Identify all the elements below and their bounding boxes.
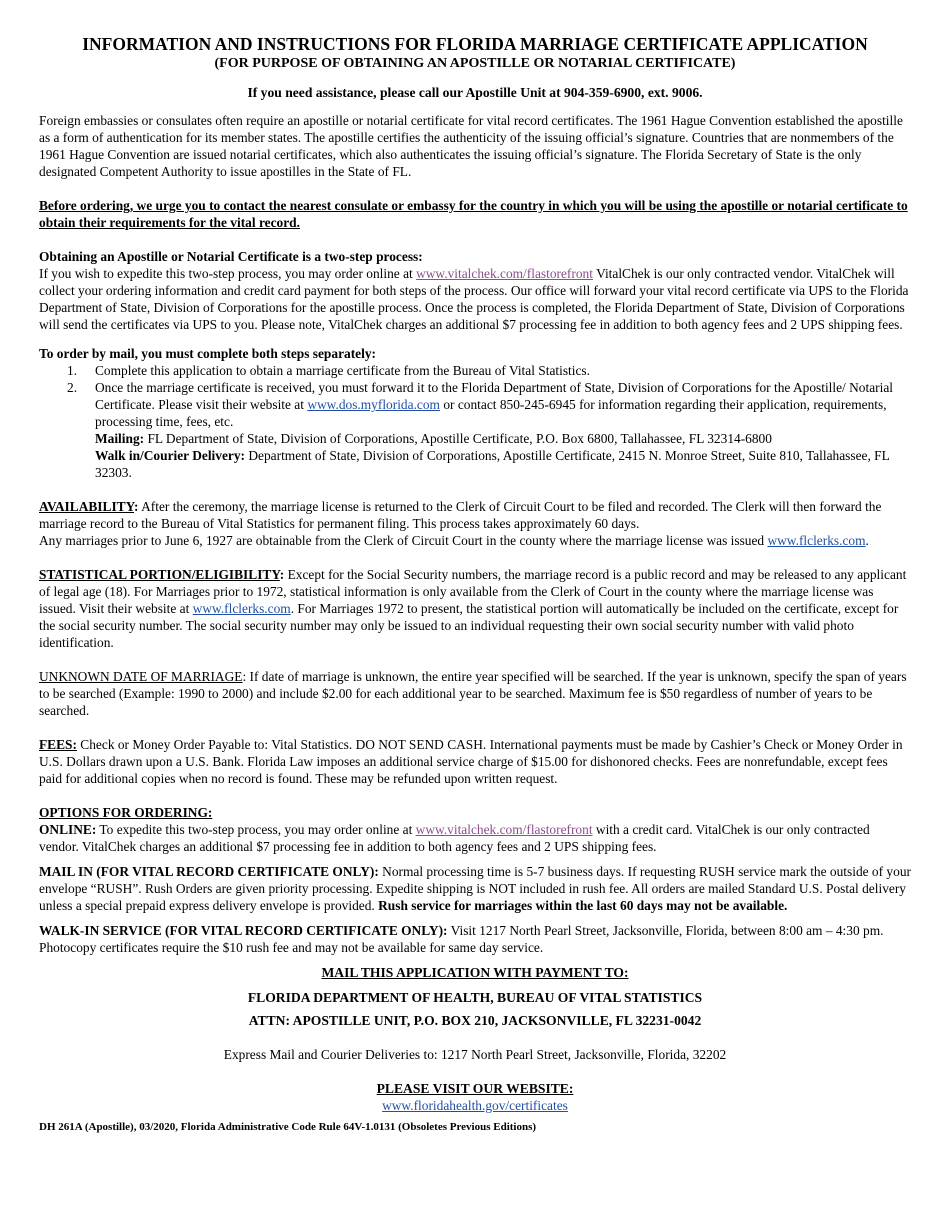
mailing-address	[95, 430, 911, 447]
mail-in-text: Normal processing time is 5-7 business days. If requesting RUSH service mark the outside of your envelope “RUSH”. Rush Orders are given priority processing. Expedite shipping is NOT included in rush fee. All orders are mailed Standard U.S. Postal delivery unless a special prepaid express delivery envelope is provided.	[39, 864, 911, 913]
mailing-line-1: FLORIDA DEPARTMENT OF HEALTH, BUREAU OF VITAL STATISTICS	[247, 990, 703, 1005]
mailing-line-2: ATTN: APOSTILLE UNIT, P.O. BOX 210, JACKSONVILLE, FL 32231-0042	[248, 1013, 702, 1028]
mailing-text: FL Department of State, Division of Corporations, Apostille Certificate, P.O. Box 6800, Tallahassee, FL 32314-6800	[144, 431, 772, 446]
express-mail-line: Express Mail and Courier Deliveries to: 1217 North Pearl Street, Jacksonville, Florida, 32202	[223, 1047, 727, 1062]
mail-in-label: MAIL IN (FOR VITAL RECORD CERTIFICATE ONLY):	[39, 864, 379, 879]
two-step-heading: Obtaining an Apostille or Notarial Certificate is a two-step process:	[39, 249, 423, 264]
walkin-address	[95, 447, 911, 481]
list-item	[39, 362, 911, 379]
options-heading: OPTIONS FOR ORDERING:	[39, 805, 213, 820]
availability-end: .	[865, 533, 869, 548]
mail-order-heading: To order by mail, you must complete both steps separately:	[39, 346, 376, 361]
mail-in-paragraph	[39, 863, 911, 914]
dos-myflorida-link[interactable]: www.dos.myflorida.com	[307, 397, 440, 412]
two-step-section	[39, 248, 911, 333]
online-text-before: To expedite this two-step process, you may order online at	[96, 822, 416, 837]
two-step-text-after: VitalChek is our only contracted vendor. VitalChek will collect your ordering information and credit card payment for both steps of the process. Our office will forward your vital record certificate via UPS to the Florida Department of State, Division of Corporations for the apostille process. Once the process is completed, the Florida Department of State, Division of Corporations will send the certificates via UPS to you. Please note, VitalChek charges an additional $7 processing fee in addition to both agency fees and 2 UPS shipping fees.	[39, 266, 909, 332]
online-label: ONLINE:	[39, 822, 97, 837]
page-subtitle: (FOR PURPOSE OF OBTAINING AN APOSTILLE OR NOTARIAL CERTIFICATE)	[214, 56, 736, 71]
availability-paragraph-2	[39, 532, 911, 549]
flclerks-link[interactable]: www.flclerks.com	[767, 533, 866, 548]
mailing-heading: MAIL THIS APPLICATION WITH PAYMENT TO:	[321, 965, 629, 980]
walk-in-label: WALK-IN SERVICE (FOR VITAL RECORD CERTIFICATE ONLY):	[39, 923, 448, 938]
assistance-line: If you need assistance, please call our Apostille Unit at 904-359-6900, ext. 9006.	[247, 85, 703, 100]
flclerks-link-2[interactable]: www.flclerks.com	[192, 601, 291, 616]
website-section	[39, 1080, 911, 1114]
statistical-paragraph	[39, 566, 911, 651]
mailing-label: Mailing:	[95, 431, 145, 446]
step-number: 2.	[67, 380, 78, 395]
floridahealth-link[interactable]: www.floridahealth.gov/certificates	[382, 1098, 568, 1113]
vitalchek-link-2[interactable]: www.vitalchek.com/flastorefront	[415, 822, 593, 837]
statistical-label: STATISTICAL PORTION/ELIGIBILITY	[39, 567, 280, 582]
walkin-label: Walk in/Courier Delivery:	[95, 448, 246, 463]
two-step-text-before: If you wish to expedite this two-step process, you may order online at	[39, 266, 417, 281]
walkin-text: Department of State, Division of Corporations, Apostille Certificate, 2415 N. Monroe Street, Suite 810, Tallahassee, FL 32303.	[95, 448, 890, 480]
fees-text: Check or Money Order Payable to: Vital Statistics. DO NOT SEND CASH. International payments must be made by Cashier’s Check or Money Order in U.S. Dollars drawn upon a U.S. Bank. Florida Law imposes an additional service charge of $15.00 for dishonored checks. Fees are nonrefundable, except fees paid for additional copies when no record is found. These may be refunded upon written request.	[39, 737, 903, 786]
unknown-date-label: UNKNOWN DATE OF MARRIAGE	[39, 669, 243, 684]
options-section	[39, 804, 911, 956]
intro-paragraph: Foreign embassies or consulates often require an apostille or notarial certificate for vital record certificates. The 1961 Hague Convention established the apostille as a form of authentication for its member states. The apostille certifies the authenticity of the issuing official’s signature. Countries that are nonmembers of the 1961 Hague Convention are issued notarial certificates, which also authenticates the issuing official’s signature. The Florida Secretary of State is the only designated Competent Authority to issue apostilles in the State of FL.	[39, 113, 903, 179]
mailing-section	[39, 964, 911, 1063]
step-number: 1.	[67, 363, 78, 378]
availability-label: AVAILABILITY	[39, 499, 135, 514]
website-heading: PLEASE VISIT OUR WEBSITE:	[376, 1081, 574, 1096]
statistical-text-after: . For Marriages 1972 to present, the statistical portion will automatically be included on the certificate, except for the social security number. The social security number may only be issued to an individual requesting their own social security number with valid photo identification.	[39, 601, 899, 650]
availability-text: After the ceremony, the marriage license is returned to the Clerk of Circuit Court to be filed and recorded. The Clerk will then forward the marriage record to the Bureau of Vital Statistics for permanent filing. This process takes approximately 60 days.	[39, 499, 882, 531]
unknown-date-text: : If date of marriage is unknown, the entire year specified will be searched. If the year is unknown, specify the span of years to be searched (Example: 1990 to 2000) and include $2.00 for each additional year to be searched. Maximum fee is $50 regardless of number of years to be searched.	[39, 669, 907, 718]
availability-section	[39, 498, 911, 549]
form-footer: DH 261A (Apostille), 03/2020, Florida Administrative Code Rule 64V-1.0131 (Obsoletes Previous Editions)	[39, 1121, 537, 1133]
unknown-date-paragraph	[39, 668, 911, 719]
step-2-text-after: or contact 850-245-6945 for information regarding their application, requirements, processing time, fees, etc.	[95, 397, 887, 429]
step-1-text: Complete this application to obtain a marriage certificate from the Bureau of Vital Statistics.	[95, 363, 590, 378]
availability-paragraph	[39, 498, 911, 532]
online-paragraph	[39, 821, 911, 855]
mail-in-rush-note: Rush service for marriages within the last 60 days may not be available.	[378, 898, 788, 913]
mail-order-steps	[39, 362, 911, 481]
warning-paragraph: Before ordering, we urge you to contact the nearest consulate or embassy for the country in which you will be using the apostille or notarial certificate to obtain their requirements for the vital record.	[39, 198, 908, 230]
fees-paragraph	[39, 736, 911, 787]
website-line	[39, 1097, 911, 1114]
page-title: INFORMATION AND INSTRUCTIONS FOR FLORIDA MARRIAGE CERTIFICATE APPLICATION	[82, 34, 868, 54]
online-text-after: with a credit card. VitalChek is our only contracted vendor. VitalChek charges an additional $7 processing fee in addition to both agency fees and 2 UPS shipping fees.	[39, 822, 870, 854]
two-step-paragraph	[39, 265, 911, 333]
walk-in-text: Visit 1217 North Pearl Street, Jacksonville, Florida, between 8:00 am – 4:30 pm. Photocopy certificates require the $10 rush fee and may not be available for same day service.	[39, 923, 884, 955]
document-page	[39, 34, 911, 1134]
availability-text-2: Any marriages prior to June 6, 1927 are obtainable from the Clerk of Circuit Court in the county where the marriage license was issued	[39, 533, 768, 548]
availability-colon: :	[134, 499, 139, 514]
mail-order-section	[39, 345, 911, 481]
list-item	[39, 379, 911, 481]
statistical-text-before: Except for the Social Security numbers, the marriage record is a public record and may be released to any applicant of legal age (18). For Marriages prior to 1972, statistical information is only available from the Clerk of Court in the county where the marriage license was issued. Visit their website at	[39, 567, 907, 616]
fees-label: FEES:	[39, 737, 77, 752]
walk-in-paragraph	[39, 922, 911, 956]
step-2-text-before: Once the marriage certificate is received, you must forward it to the Florida Department of State, Division of Corporations for the Apostille/ Notarial Certificate. Please visit their website at	[95, 380, 893, 412]
statistical-colon: :	[279, 567, 285, 582]
vitalchek-link[interactable]: www.vitalchek.com/flastorefront	[416, 266, 593, 281]
